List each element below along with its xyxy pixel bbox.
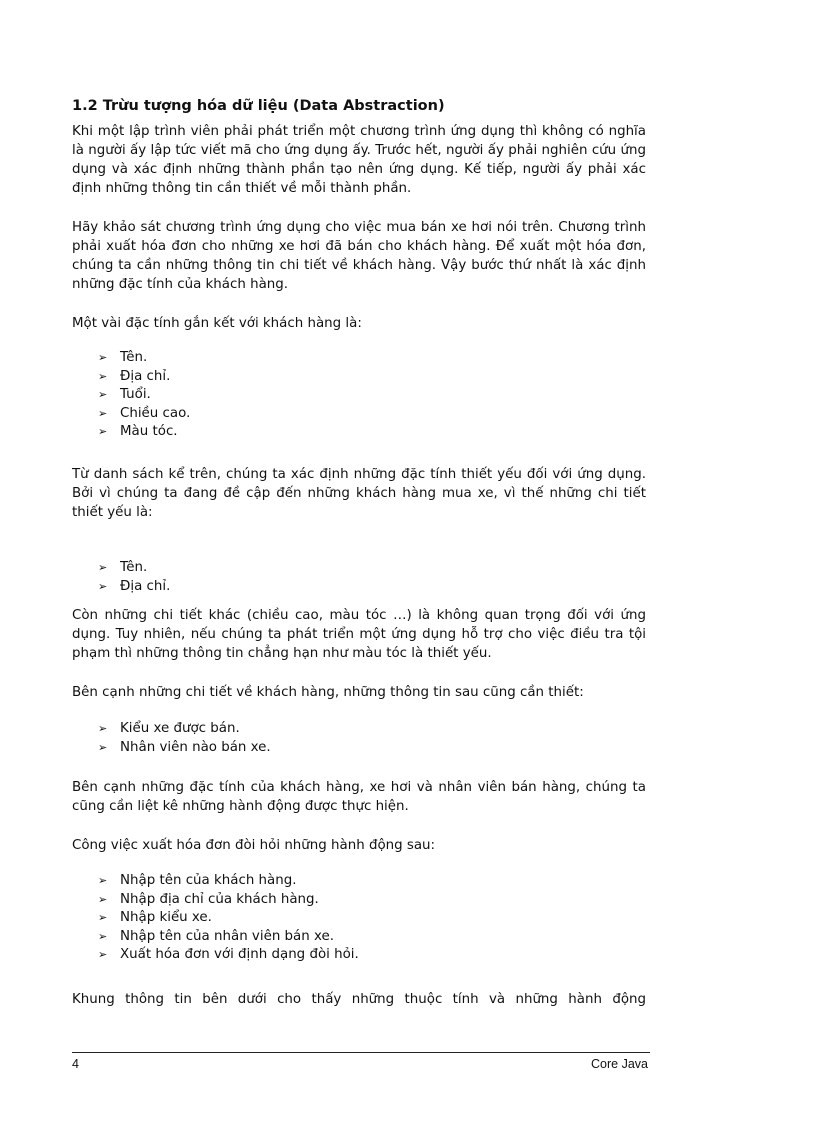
list-customer-traits <box>98 349 190 442</box>
section-heading: 1.2 Trừu tượng hóa dữ liệu (Data Abstraction) <box>72 98 445 114</box>
paragraph-essentials: Từ danh sách kể trên, chúng ta xác định những đặc tính thiết yếu đối với ứng dụng. Bởi vì chúng ta đang đề cập đến những khách hàng mua xe, vì thế những chi tiết thiết yếu là: <box>72 467 646 520</box>
list-item: ➢ Tên. <box>98 559 170 578</box>
list-essential-details <box>98 559 170 596</box>
arrow-bullet-icon: ➢ <box>98 740 108 754</box>
list-invoice-actions <box>98 872 359 965</box>
list-item: ➢ Tên. <box>98 349 190 368</box>
arrow-bullet-icon: ➢ <box>98 561 108 574</box>
list-item: ➢ Nhập tên của khách hàng. <box>98 872 359 891</box>
list-item: ➢ Xuất hóa đơn với định dạng đòi hỏi. <box>98 946 359 965</box>
document-page <box>72 0 650 1123</box>
list-item: ➢ Nhân viên nào bán xe. <box>98 739 271 758</box>
list-item: ➢ Nhập địa chỉ của khách hàng. <box>98 891 359 910</box>
paragraph-info-box: Khung thông tin bên dưới cho thấy những thuộc tính và những hành động <box>72 992 646 1007</box>
list-item: ➢ Nhập tên của nhân viên bán xe. <box>98 928 359 947</box>
arrow-bullet-icon: ➢ <box>98 388 108 401</box>
paragraph-other-details: Còn những chi tiết khác (chiều cao, màu tóc …) là không quan trọng đối với ứng dụng. Tuy nhiên, nếu chúng ta phát triển một ứng dụng hỗ trợ cho việc điều tra tội phạm thì những thông tin chẳng hạn như màu tóc là thiết yếu. <box>72 608 646 661</box>
arrow-bullet-icon: ➢ <box>98 892 108 906</box>
paragraph-actions-needed: Bên cạnh những đặc tính của khách hàng, xe hơi và nhân viên bán hàng, chúng ta cũng cần liệt kê những hành động được thực hiện. <box>72 780 646 814</box>
footer-title: Core Java <box>591 1057 648 1071</box>
arrow-bullet-icon: ➢ <box>98 579 108 593</box>
footer-divider <box>72 1052 650 1053</box>
arrow-bullet-icon: ➢ <box>98 722 108 735</box>
list-item: ➢ Chiều cao. <box>98 405 190 424</box>
list-item: ➢ Tuổi. <box>98 386 190 405</box>
paragraph-traits-intro: Một vài đặc tính gắn kết với khách hàng là: <box>72 316 362 331</box>
arrow-bullet-icon: ➢ <box>98 948 108 961</box>
list-item: ➢ Kiểu xe được bán. <box>98 720 271 739</box>
list-item: ➢ Màu tóc. <box>98 423 190 442</box>
arrow-bullet-icon: ➢ <box>98 406 108 420</box>
paragraph-intro: Khi một lập trình viên phải phát triển một chương trình ứng dụng thì không có nghĩa là người ấy lập tức viết mã cho ứng dụng ấy. Trước hết, người ấy phải nghiên cứu ứng dụng và xác định những thành phần tạo nên ứng dụng. Kế tiếp, người ấy phải xác định những thông tin cần thiết về mỗi thành phần. <box>72 124 646 196</box>
paragraph-extra-info-intro: Bên cạnh những chi tiết về khách hàng, những thông tin sau cũng cần thiết: <box>72 685 584 700</box>
list-item: ➢ Địa chỉ. <box>98 368 190 387</box>
page-number: 4 <box>72 1057 79 1071</box>
list-item: ➢ Địa chỉ. <box>98 578 170 597</box>
arrow-bullet-icon: ➢ <box>98 351 108 364</box>
paragraph-car-sales: Hãy khảo sát chương trình ứng dụng cho việc mua bán xe hơi nói trên. Chương trình phải xuất hóa đơn cho những xe hơi đã bán cho khách hàng. Để xuất một hóa đơn, chúng ta cần những thông tin chi tiết về khách hàng. Vậy bước thứ nhất là xác định những đặc tính của khách hàng. <box>72 220 646 292</box>
arrow-bullet-icon: ➢ <box>98 369 108 383</box>
paragraph-invoice-actions-intro: Công việc xuất hóa đơn đòi hỏi những hành động sau: <box>72 838 436 853</box>
arrow-bullet-icon: ➢ <box>98 874 108 887</box>
arrow-bullet-icon: ➢ <box>98 911 108 924</box>
arrow-bullet-icon: ➢ <box>98 929 108 943</box>
list-item: ➢ Nhập kiểu xe. <box>98 909 359 928</box>
arrow-bullet-icon: ➢ <box>98 425 108 438</box>
list-extra-info <box>98 720 271 757</box>
